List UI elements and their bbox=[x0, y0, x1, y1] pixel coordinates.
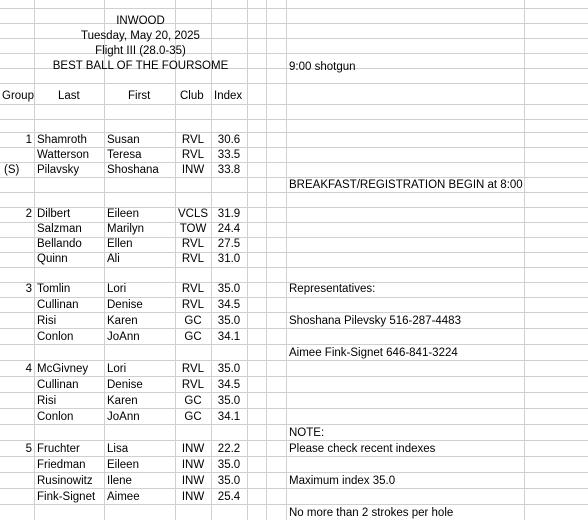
row-divider bbox=[0, 132, 588, 133]
player-first-name: Eileen bbox=[107, 459, 139, 471]
column-divider bbox=[524, 0, 525, 520]
player-club: GC bbox=[184, 411, 202, 423]
row-divider bbox=[0, 440, 588, 441]
column-header-first: First bbox=[128, 90, 151, 102]
player-index: 31.9 bbox=[217, 208, 241, 220]
player-club: INW bbox=[181, 459, 205, 471]
player-first-name: Lori bbox=[107, 283, 127, 295]
row-divider bbox=[0, 104, 588, 105]
player-first-name: Ellen bbox=[107, 238, 133, 250]
player-last-name: Quinn bbox=[37, 253, 68, 265]
column-header-group: Group bbox=[2, 90, 34, 102]
player-index: 24.4 bbox=[217, 223, 241, 235]
group-number: 2 bbox=[25, 208, 32, 220]
player-first-name: Lori bbox=[107, 363, 127, 375]
row-divider bbox=[0, 8, 588, 9]
player-club: RVL bbox=[181, 379, 205, 391]
row-divider bbox=[0, 192, 588, 193]
row-divider bbox=[0, 207, 588, 208]
player-club: RVL bbox=[181, 149, 205, 161]
course-name: INWOOD bbox=[116, 15, 165, 27]
player-first-name: Aimee bbox=[107, 491, 140, 503]
row-divider bbox=[0, 344, 588, 345]
player-first-name: Susan bbox=[107, 134, 140, 146]
row-divider bbox=[0, 297, 588, 298]
row-divider bbox=[0, 376, 588, 377]
column-header-club: Club bbox=[180, 90, 204, 102]
player-index: 34.1 bbox=[217, 411, 241, 423]
event-date: Tuesday, May 20, 2025 bbox=[81, 30, 200, 42]
player-index: 35.0 bbox=[217, 475, 241, 487]
row-divider bbox=[0, 267, 588, 268]
row-divider bbox=[0, 119, 588, 120]
player-last-name: Rusinowitz bbox=[37, 475, 93, 487]
player-index: 35.0 bbox=[217, 283, 241, 295]
row-divider bbox=[0, 392, 588, 393]
player-last-name: Bellando bbox=[37, 238, 82, 250]
player-index: 33.8 bbox=[217, 164, 241, 176]
representative-contact: Aimee Fink-Signet 646-841-3224 bbox=[289, 347, 458, 359]
player-index: 35.0 bbox=[217, 315, 241, 327]
player-last-name: Conlon bbox=[37, 411, 74, 423]
player-club: RVL bbox=[181, 238, 205, 250]
row-divider bbox=[0, 360, 588, 361]
player-last-name: Pilavsky bbox=[37, 164, 80, 176]
note-heading: NOTE: bbox=[289, 427, 325, 439]
player-club: INW bbox=[181, 475, 205, 487]
row-divider bbox=[0, 222, 588, 223]
player-index: 34.5 bbox=[217, 379, 241, 391]
player-club: RVL bbox=[181, 299, 205, 311]
row-divider bbox=[0, 252, 588, 253]
row-divider bbox=[0, 488, 588, 489]
row-divider bbox=[0, 83, 588, 84]
player-index: 34.5 bbox=[217, 299, 241, 311]
row-divider bbox=[0, 312, 588, 313]
player-club: GC bbox=[184, 395, 202, 407]
note-text: No more than 2 strokes per hole bbox=[289, 507, 454, 519]
player-last-name: Conlon bbox=[37, 331, 74, 343]
row-divider bbox=[0, 237, 588, 238]
row-divider bbox=[0, 162, 588, 163]
player-last-name: Dilbert bbox=[37, 208, 71, 220]
column-header-last: Last bbox=[58, 90, 80, 102]
player-last-name: Cullinan bbox=[37, 379, 79, 391]
player-club: TOW bbox=[179, 223, 207, 235]
player-index: 30.6 bbox=[217, 134, 241, 146]
row-divider bbox=[0, 408, 588, 409]
player-index: 25.4 bbox=[217, 491, 241, 503]
player-index: 33.5 bbox=[217, 149, 241, 161]
player-last-name: Risi bbox=[37, 315, 57, 327]
player-first-name: Teresa bbox=[107, 149, 142, 161]
player-first-name: Eileen bbox=[107, 208, 139, 220]
player-first-name: Lisa bbox=[107, 443, 129, 455]
player-first-name: Marilyn bbox=[107, 223, 145, 235]
player-club: RVL bbox=[181, 283, 205, 295]
player-last-name: Salzman bbox=[37, 223, 82, 235]
player-club: INW bbox=[181, 164, 205, 176]
player-club: INW bbox=[181, 491, 205, 503]
player-first-name: Karen bbox=[107, 315, 138, 327]
column-divider bbox=[247, 0, 248, 520]
starter-marker: (S) bbox=[4, 164, 20, 176]
player-index: 35.0 bbox=[217, 363, 241, 375]
format-label: BEST BALL OF THE FOURSOME bbox=[52, 60, 229, 72]
column-divider bbox=[266, 0, 267, 520]
player-index: 27.5 bbox=[217, 238, 241, 250]
player-club: RVL bbox=[181, 134, 205, 146]
note-text: Maximum index 35.0 bbox=[289, 475, 396, 487]
representative-contact: Shoshana Pilevsky 516-287-4483 bbox=[289, 315, 461, 327]
player-last-name: Risi bbox=[37, 395, 57, 407]
row-divider bbox=[0, 328, 588, 329]
player-first-name: Ilene bbox=[107, 475, 132, 487]
player-first-name: Karen bbox=[107, 395, 138, 407]
player-last-name: Fruchter bbox=[37, 443, 80, 455]
player-last-name: Friedman bbox=[37, 459, 86, 471]
player-last-name: Fink-Signet bbox=[37, 491, 96, 503]
breakfast-note: BREAKFAST/REGISTRATION BEGIN at 8:00 bbox=[289, 179, 523, 191]
player-index: 22.2 bbox=[217, 443, 241, 455]
column-divider bbox=[104, 0, 105, 520]
player-index: 35.0 bbox=[217, 459, 241, 471]
flight-label: Flight III (28.0-35) bbox=[95, 45, 186, 57]
column-divider bbox=[34, 0, 35, 520]
group-number: 3 bbox=[25, 283, 32, 295]
group-number: 4 bbox=[25, 363, 32, 375]
row-divider bbox=[0, 472, 588, 473]
player-first-name: Denise bbox=[107, 299, 143, 311]
player-first-name: Ali bbox=[107, 253, 120, 265]
player-first-name: JoAnn bbox=[107, 331, 140, 343]
note-text: Please check recent indexes bbox=[289, 443, 436, 455]
player-last-name: Tomlin bbox=[37, 283, 71, 295]
group-number: 5 bbox=[25, 443, 32, 455]
player-last-name: Watterson bbox=[37, 149, 89, 161]
player-club: RVL bbox=[181, 363, 205, 375]
player-first-name: JoAnn bbox=[107, 411, 140, 423]
player-index: 34.1 bbox=[217, 331, 241, 343]
player-club: INW bbox=[181, 443, 205, 455]
player-index: 31.0 bbox=[217, 253, 241, 265]
player-last-name: McGivney bbox=[37, 363, 89, 375]
player-club: VCLS bbox=[177, 208, 209, 220]
player-index: 35.0 bbox=[217, 395, 241, 407]
row-divider bbox=[0, 424, 588, 425]
player-club: RVL bbox=[181, 253, 205, 265]
row-divider bbox=[0, 504, 588, 505]
shotgun-time: 9:00 shotgun bbox=[289, 61, 356, 73]
player-club: GC bbox=[184, 315, 202, 327]
column-header-index: Index bbox=[214, 90, 243, 102]
player-first-name: Denise bbox=[107, 379, 143, 391]
player-club: GC bbox=[184, 331, 202, 343]
row-divider bbox=[0, 456, 588, 457]
representatives-heading: Representatives: bbox=[289, 283, 376, 295]
player-last-name: Cullinan bbox=[37, 299, 79, 311]
player-last-name: Shamroth bbox=[37, 134, 87, 146]
player-first-name: Shoshana bbox=[107, 164, 159, 176]
group-number: 1 bbox=[25, 134, 32, 146]
column-divider bbox=[286, 0, 287, 520]
